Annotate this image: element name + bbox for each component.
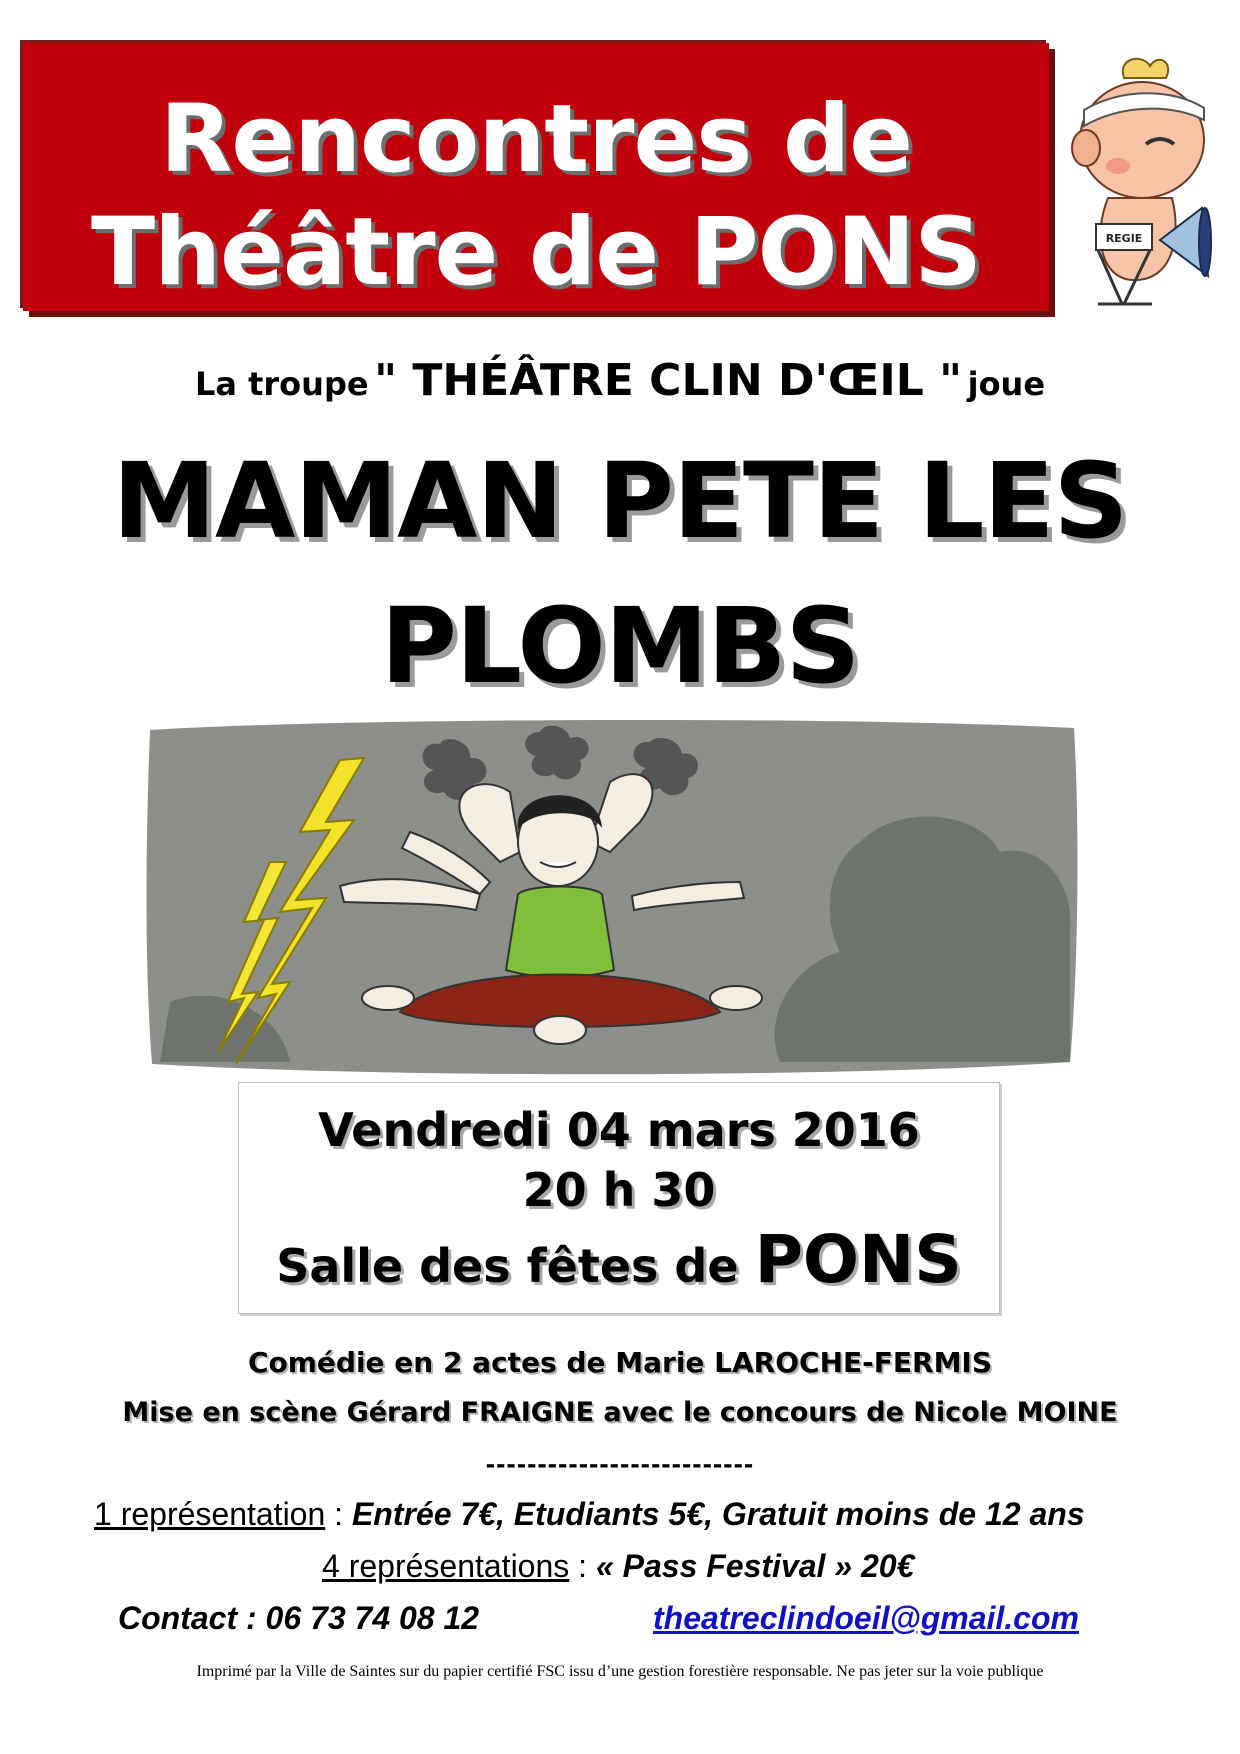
price-pass-sep: : — [569, 1548, 596, 1584]
price-single — [94, 1496, 1085, 1533]
credits-director: Mise en scène Gérard FRAIGNE avec le concours de Nicole MOINE — [122, 1397, 1118, 1428]
troupe-name: " THÉÂTRE CLIN D'ŒIL " — [374, 355, 963, 406]
play-title-line-1: MAMAN PETE LES — [112, 440, 1128, 562]
price-single-label: 1 représentation — [94, 1496, 326, 1532]
price-single-detail: Entrée 7€, Etudiants 5€, Gratuit moins de 12 ans — [351, 1496, 1085, 1532]
theatre-director-baby-icon — [1062, 48, 1212, 308]
event-info-box — [238, 1082, 1000, 1314]
contact-email-link[interactable]: theatreclindoeil@gmail.com — [653, 1600, 1079, 1636]
credits-author: Comédie en 2 actes de Marie LAROCHE-FERMIS — [247, 1346, 993, 1379]
troupe-prefix: La troupe — [194, 365, 369, 403]
banner-title-line-2: Théâtre de PONS — [91, 198, 981, 307]
troupe-line — [0, 355, 1240, 406]
event-time: 20 h 30 — [522, 1163, 716, 1217]
mascot-chair-label: REGIE — [1105, 232, 1143, 245]
price-single-sep: : — [325, 1496, 352, 1532]
event-venue-city: PONS — [754, 1221, 962, 1298]
banner-title-line-1: Rencontres de — [159, 85, 913, 194]
price-pass — [322, 1548, 914, 1585]
event-venue — [239, 1221, 999, 1298]
price-pass-detail: « Pass Festival » 20€ — [595, 1548, 915, 1584]
contact-phone: Contact : 06 73 74 08 12 — [118, 1600, 480, 1636]
troupe-suffix: joue — [967, 365, 1046, 403]
price-pass-label: 4 représentations — [322, 1548, 570, 1584]
event-date: Vendredi 04 mars 2016 — [318, 1103, 920, 1157]
play-title-line-2: PLOMBS — [380, 585, 860, 707]
event-venue-prefix: Salle des fêtes de — [276, 1239, 739, 1293]
footer-print-note: Imprimé par la Ville de Saintes sur du papier certifié FSC issu d’une gestion forestière responsable. Ne pas jeter sur la voie publique — [196, 1663, 1044, 1680]
dashed-separator: -------------------------- — [485, 1448, 755, 1479]
angry-woman-lotus-lightning-illustration — [140, 712, 1084, 1080]
header-banner — [23, 43, 1049, 311]
